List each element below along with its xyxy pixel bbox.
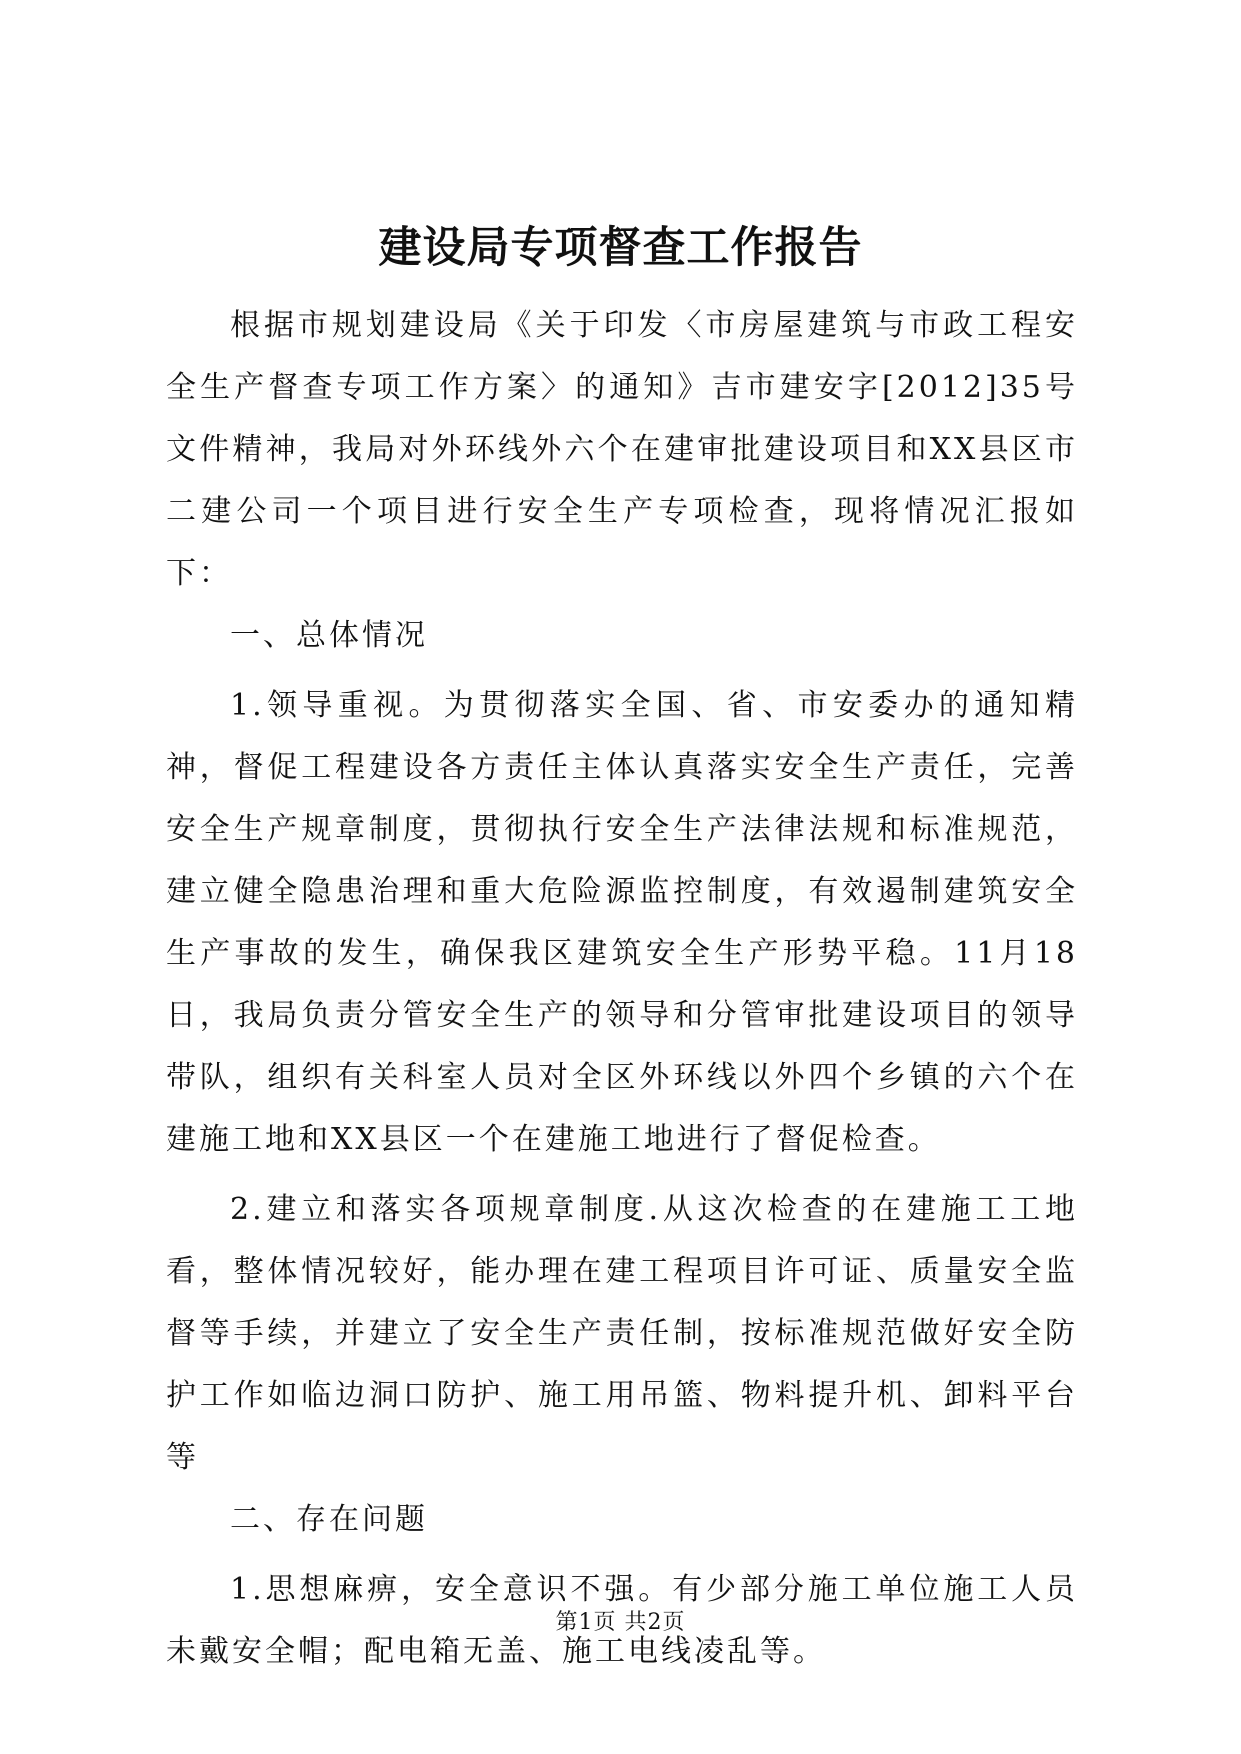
intro-paragraph: 根据市规划建设局《关于印发〈市房屋建筑与市政工程安全生产督查专项工作方案〉的通知》吉市建安字[2012]35号文件精神，我局对外环线外六个在建审批建设项目和XX县区市二建公司一个项目进行安全生产专项检查，现将情况汇报如下： (166, 308, 1078, 591)
document-body (166, 295, 1078, 1683)
problems-paragraph-1: 1.思想麻痹，安全意识不强。有少部分施工单位施工人员未戴安全帽；配电箱无盖、施工电线凌乱等。 (166, 1572, 1078, 1669)
overall-paragraph-1: 1.领导重视。为贯彻落实全国、省、市安委办的通知精神，督促工程建设各方责任主体认真落实安全生产责任，完善安全生产规章制度，贯彻执行安全生产法律法规和标准规范，建立健全隐患治理和重大危险源监控制度，有效遏制建筑安全生产事故的发生，确保我区建筑安全生产形势平稳。11月18日，我局负责分管安全生产的领导和分管审批建设项目的领导带队，组织有关科室人员对全区外环线以外四个乡镇的六个在建施工地和XX县区一个在建施工地进行了督促检查。 (166, 688, 1078, 1157)
overall-paragraph-2: 2.建立和落实各项规章制度.从这次检查的在建施工工地看，整体情况较好，能办理在建工程项目许可证、质量安全监督等手续，并建立了安全生产责任制，按标准规范做好安全防护工作如临边洞口防护、施工用吊篮、物料提升机、卸料平台等 (166, 1192, 1078, 1475)
section-heading-overall: 一、总体情况 (230, 618, 428, 653)
paragraph-spacer (166, 1171, 1078, 1179)
paragraph-spacer (166, 667, 1078, 675)
paragraph-spacer (166, 1551, 1078, 1559)
document-title: 建设局专项督查工作报告 (378, 223, 863, 273)
page-number-footer: 第1页 共2页 (555, 1610, 686, 1635)
section-heading-problems: 二、存在问题 (230, 1502, 428, 1537)
